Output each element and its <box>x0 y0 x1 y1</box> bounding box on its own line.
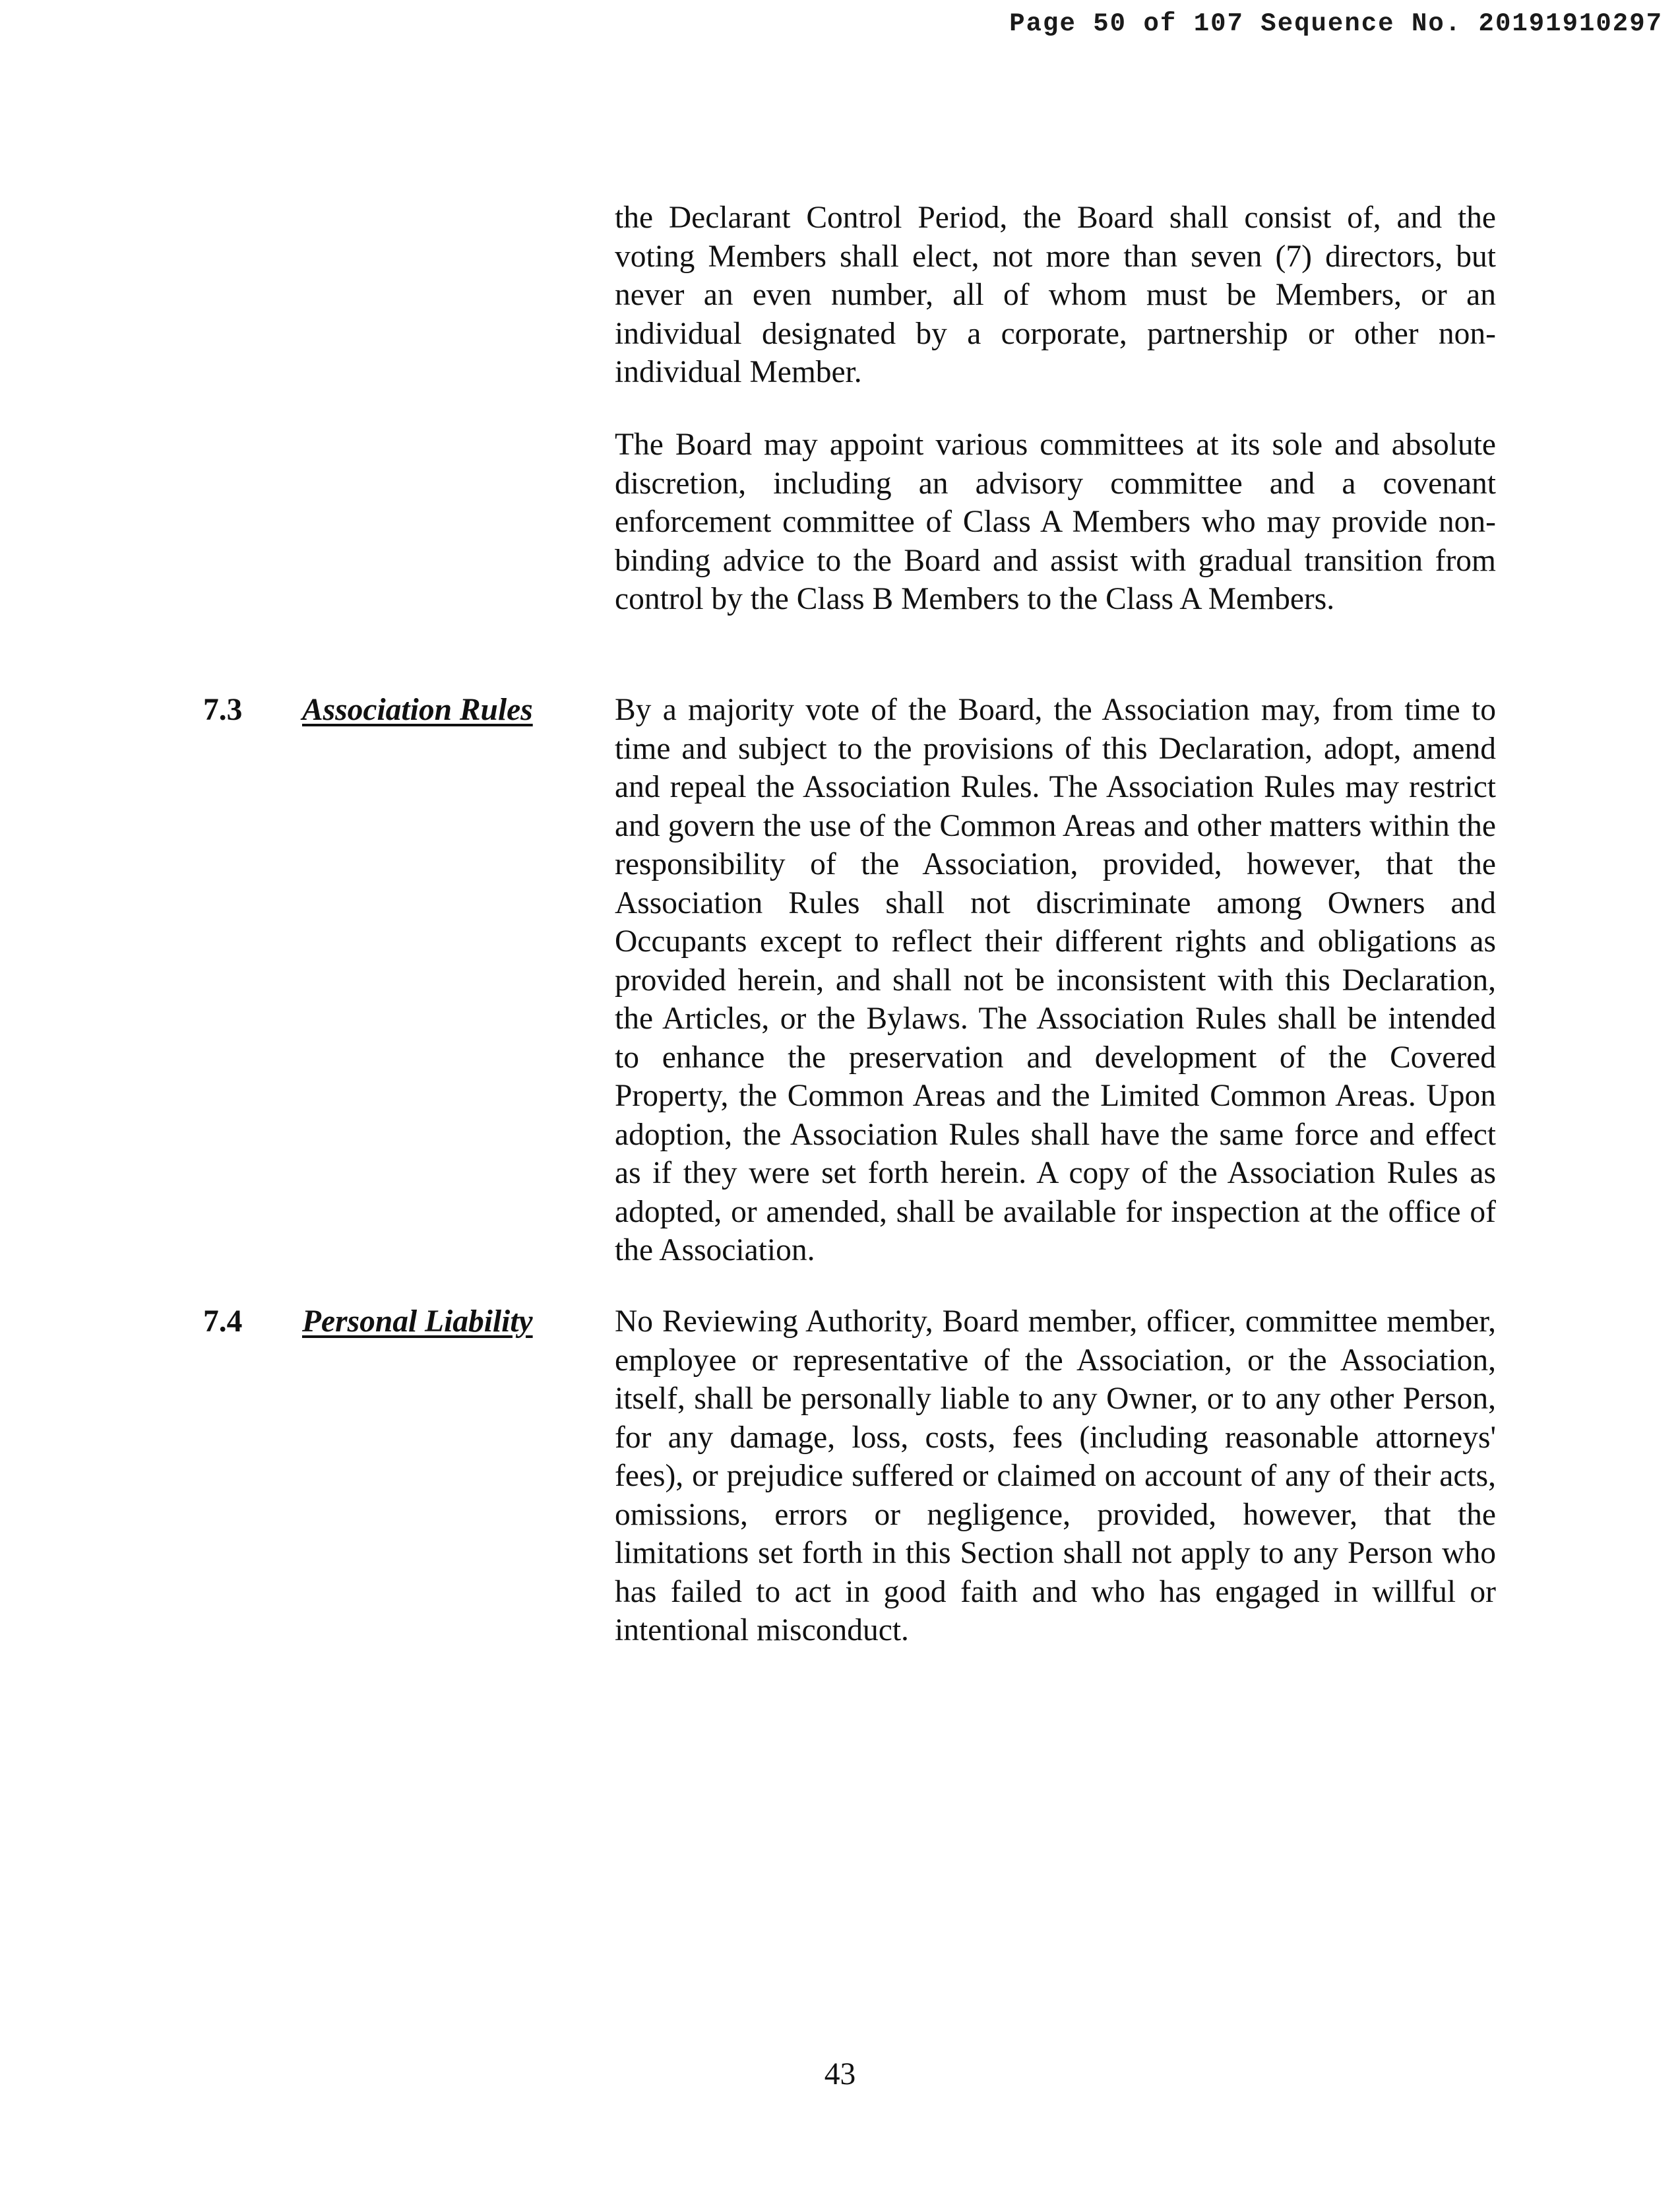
section-7-4-heading: Personal Liability <box>302 1304 533 1339</box>
page-sequence-stamp: Page 50 of 107 Sequence No. 20191910297 <box>1009 9 1663 38</box>
section-7-4-text: No Reviewing Authority, Board member, officer, committee member, employee or representative of the Association, or the Association, itself, shall be personally liable to any Owner, or to any other Person, for any damage, loss, costs, fees (including reasonable attorneys' fees), or prejudice suffered or claimed on account of any of their acts, omissions, errors or negligence, provided, however, that the limitations set forth in this Section shall not apply to any Person who has failed to act in good faith and who has engaged in willful or intentional misconduct. <box>615 1304 1496 1647</box>
section-7-3-text: By a majority vote of the Board, the Association may, from time to time and subject to the provisions of this Declaration, adopt, amend and repeal the Association Rules. The Association Rules may restrict and govern the use of the Common Areas and other matters within the responsibility of the Association, provided, however, that the Association Rules shall not discriminate among Owners and Occupants except to reflect their different rights and obligations as provided herein, and shall not be inconsistent with this Declaration, the Articles, or the Bylaws. The Association Rules shall be intended to enhance the preservation and development of the Covered Property, the Common Areas and the Limited Common Areas. Upon adoption, the Association Rules shall have the same force and effect as if they were set forth herein. A copy of the Association Rules as adopted, or amended, shall be available for inspection at the office of the Association. <box>615 693 1496 1267</box>
section-7-3-heading: Association Rules <box>302 693 533 727</box>
continuation-paragraph-1: the Declarant Control Period, the Board shall consist of, and the voting Members shall elect, not more than seven (7) directors, but never an even number, all of whom must be Members, or an individual designated by a corporate, partnership or other non-individual Member. <box>615 201 1496 389</box>
continuation-paragraph-2: The Board may appoint various committees at its sole and absolute discretion, including an advisory committee and a covenant enforcement committee of Class A Members who may provide non-binding advice to the Board and assist with gradual transition from control by the Class B Members to the Class A Members. <box>615 428 1496 616</box>
section-7-4-number: 7.4 <box>203 1304 243 1339</box>
section-7-3-number: 7.3 <box>203 693 243 727</box>
page-number: 43 <box>824 2057 856 2091</box>
